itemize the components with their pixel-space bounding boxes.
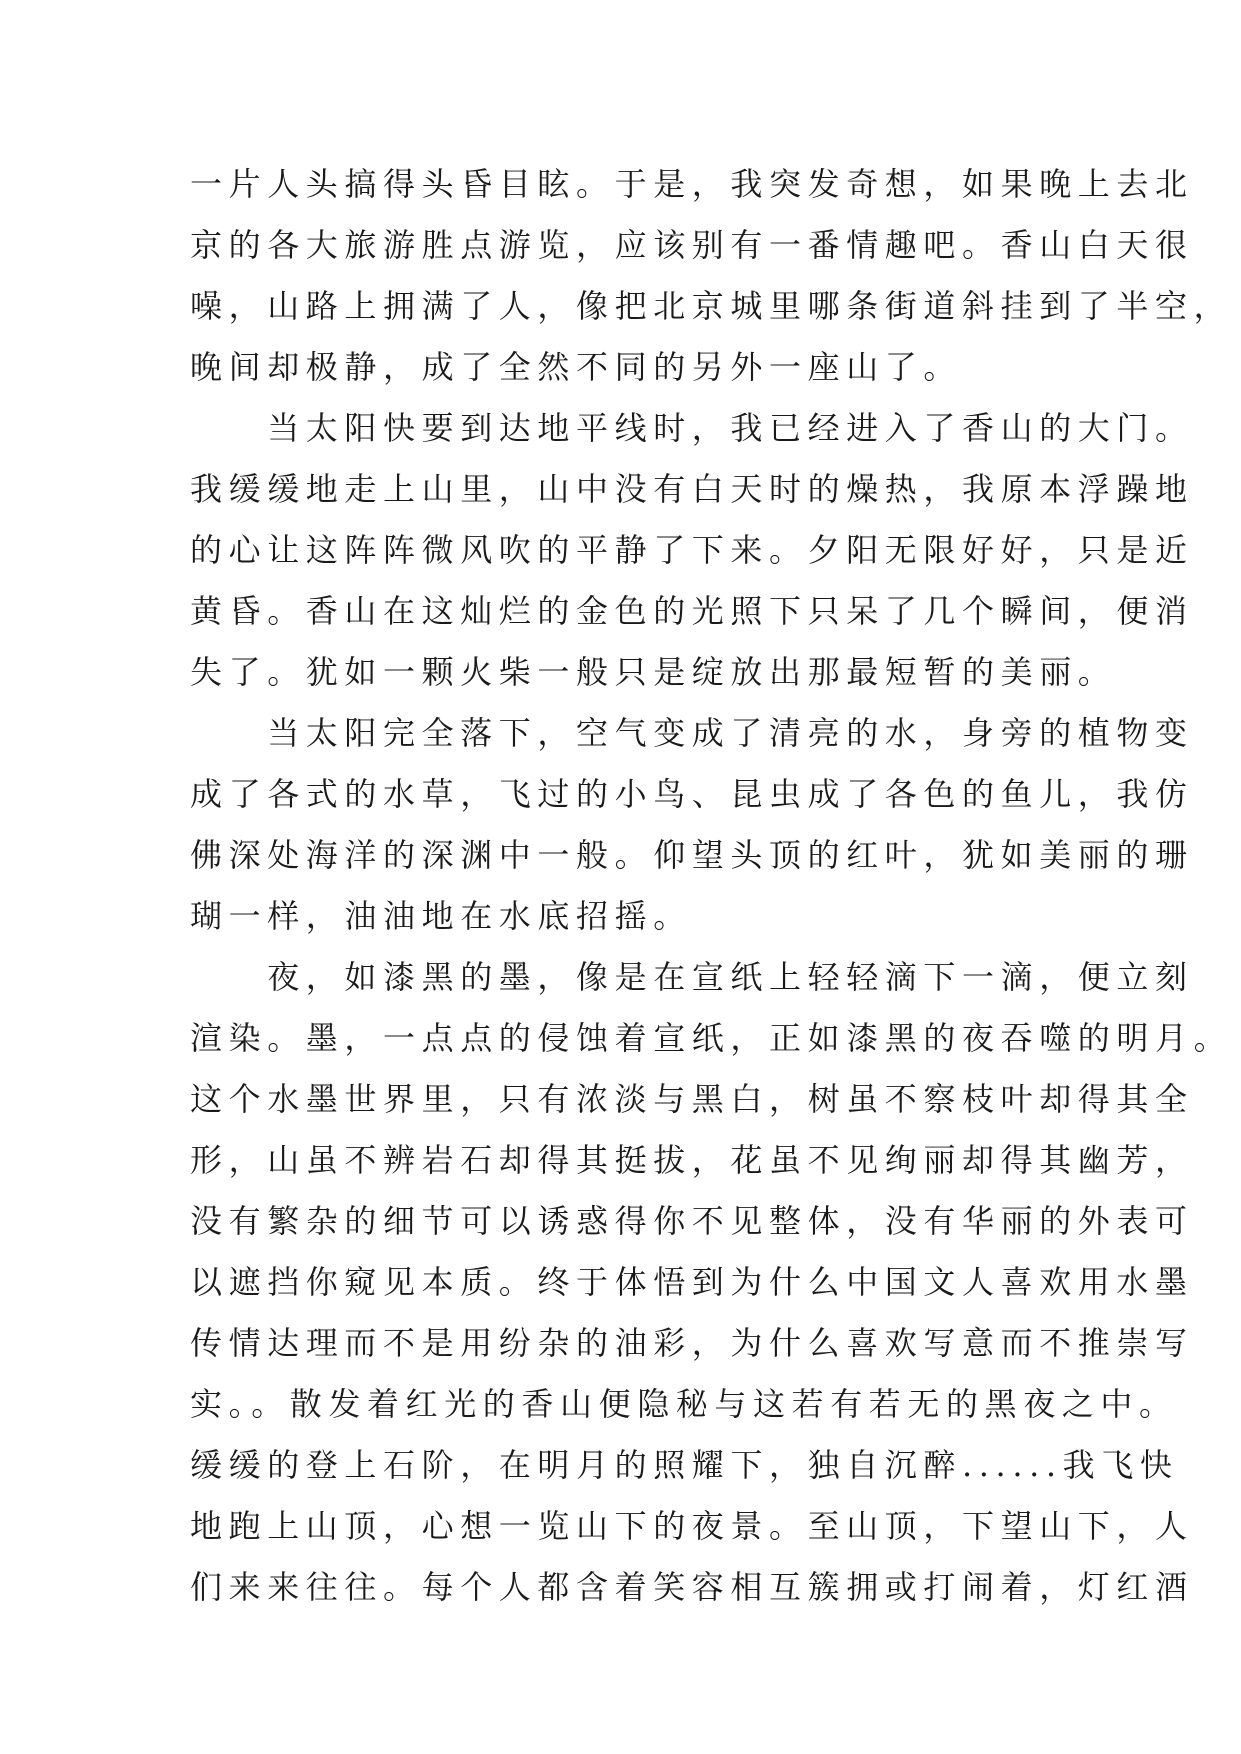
text-line: 缓缓的登上石阶，在明月的照耀下，独自沉醉......我飞快	[190, 1446, 1179, 1484]
text-line: 瑚一样，油油地在水底招摇。	[190, 897, 692, 935]
text-line: 没有繁杂的细节可以诱惑得你不见整体，没有华丽的外表可	[190, 1202, 1194, 1240]
text-line: 们来来往往。每个人都含着笑容相互簇拥或打闹着，灯红酒	[190, 1568, 1194, 1606]
text-line: 一片人头搞得头昏目眩。于是，我突发奇想，如果晚上去北	[190, 165, 1194, 203]
text-line: 失了。犹如一颗火柴一般只是绽放出那最短暂的美丽。	[190, 653, 1117, 691]
text-line: 渲染。墨，一点点的侵蚀着宣纸，正如漆黑的夜吞噬的明月。	[190, 1019, 1233, 1057]
text-line: 的心让这阵阵微风吹的平静了下来。夕阳无限好好，只是近	[190, 531, 1194, 569]
text-line: 形，山虽不辨岩石却得其挺拔，花虽不见绚丽却得其幽芳，	[190, 1141, 1194, 1179]
body-text	[190, 154, 1233, 1618]
text-line: 以遮挡你窥见本质。终于体悟到为什么中国文人喜欢用水墨	[190, 1263, 1194, 1301]
text-line: 实。。散发着红光的香山便隐秘与这若有若无的黑夜之中。	[190, 1385, 1178, 1423]
text-line: 地跑上山顶，心想一览山下的夜景。至山顶，下望山下，人	[190, 1507, 1194, 1545]
text-line: 我缓缓地走上山里，山中没有白天时的燥热，我原本浮躁地	[190, 470, 1194, 508]
text-line: 当太阳快要到达地平线时，我已经进入了香山的大门。	[190, 409, 1194, 447]
text-line: 这个水墨世界里，只有浓淡与黑白，树虽不察枝叶却得其全	[190, 1080, 1194, 1118]
text-line: 传情达理而不是用纷杂的油彩，为什么喜欢写意而不推崇写	[190, 1324, 1194, 1362]
text-line: 京的各大旅游胜点游览，应该别有一番情趣吧。香山白天很	[190, 226, 1194, 264]
text-line: 噪，山路上拥满了人，像把北京城里哪条街道斜挂到了半空，	[190, 287, 1233, 325]
text-line: 黄昏。香山在这灿烂的金色的光照下只呆了几个瞬间，便消	[190, 592, 1194, 630]
text-line: 成了各式的水草，飞过的小鸟、昆虫成了各色的鱼儿，我仿	[190, 775, 1194, 813]
text-line: 当太阳完全落下，空气变成了清亮的水，身旁的植物变	[190, 714, 1194, 752]
text-line: 夜，如漆黑的墨，像是在宣纸上轻轻滴下一滴，便立刻	[190, 958, 1194, 996]
text-line: 佛深处海洋的深渊中一般。仰望头顶的红叶，犹如美丽的珊	[190, 836, 1194, 874]
text-line: 晚间却极静，成了全然不同的另外一座山了。	[190, 348, 963, 386]
